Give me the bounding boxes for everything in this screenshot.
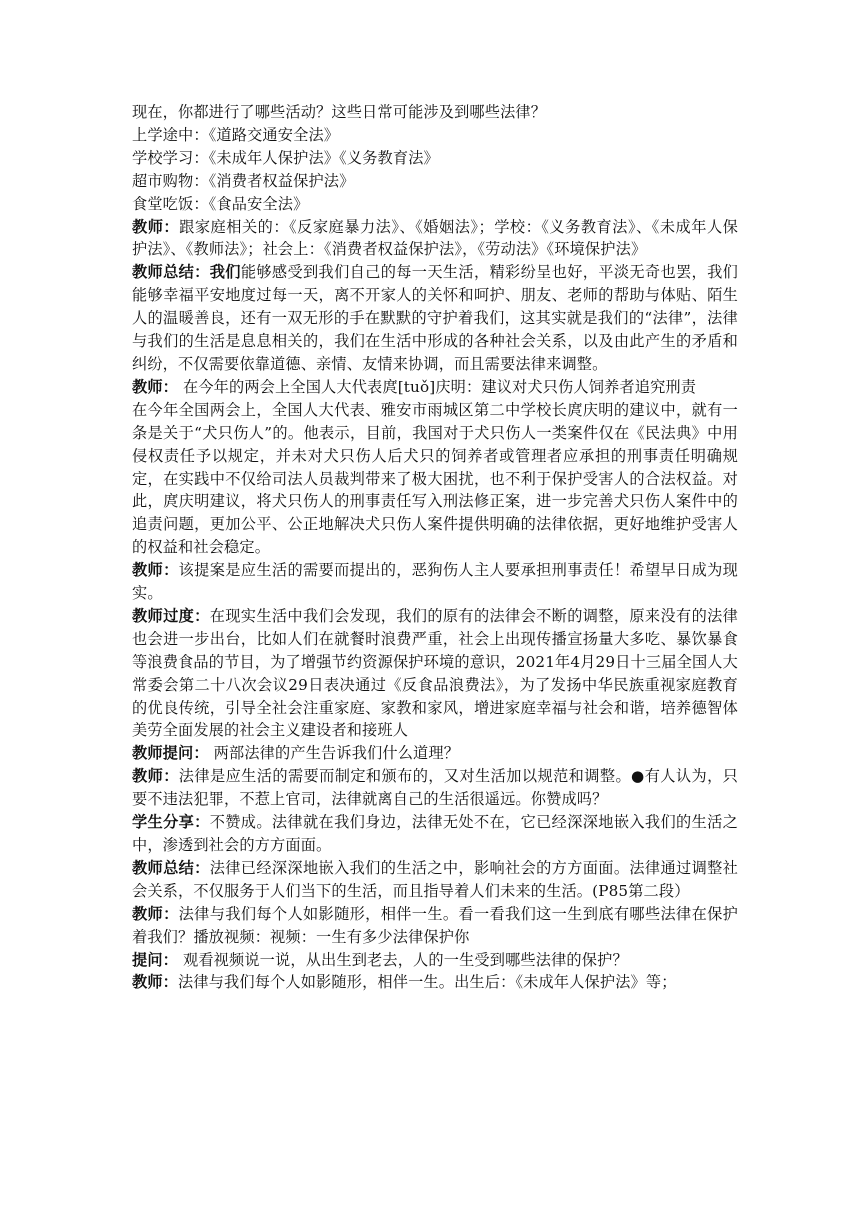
paragraph-text: 现在，你都进行了哪些活动？这些日常可能涉及到哪些法律？ xyxy=(132,103,547,121)
speaker-label: 教师总结： xyxy=(132,858,210,877)
paragraph-13 xyxy=(132,765,738,811)
paragraph-text: 在现实生活中我们会发现，我们的原有的法律会不断的调整，原来没有的法律也会进一步出台，比如人们在就餐时浪费严重，社会上出现传播宣扬量大多吃、暴饮暴食等浪费食品的节目，为了增强节约资源保护环境的意识，2021年4月29日十三届全国人大常委会第二十八次会议29日表决通过《反食品浪费法》，为了发扬中华民族重视家庭教育的优良传统，引导全社会注重家庭、家教和家风，增进家庭幸福与社会和谐，培养德智体美劳全面发展的社会主义建设者和接班人 xyxy=(132,606,738,740)
speaker-label: 教师总结：我们 xyxy=(132,263,241,282)
paragraph-text: 该提案是应生活的需要而提出的，恶狗伤人主人要承担刑事责任！希望早日成为现实。 xyxy=(132,561,739,603)
speaker-label: 教师： xyxy=(132,767,179,786)
speaker-label: 教师： xyxy=(132,973,179,992)
speaker-label: 教师过度： xyxy=(132,606,210,625)
paragraph-18 xyxy=(132,971,738,994)
speaker-label: 教师： xyxy=(132,904,179,923)
paragraph-text: 跟家庭相关的：《反家庭暴力法》、《婚姻法》；学校：《义务教育法》、《未成年人保护法》、《教师法》；社会上：《消费者权益保护法》，《劳动法》《环境保护法》 xyxy=(132,217,739,259)
paragraph-7 xyxy=(132,261,738,376)
speaker-label: 教师提问： xyxy=(132,744,209,763)
paragraph-text: 法律与我们每个人如影随形，相伴一生。出生后：《未成年人保护法》等； xyxy=(178,973,677,992)
paragraph-text: 法律与我们每个人如影随形，相伴一生。看一看我们这一生到底有哪些法律在保护着我们？播放视频：视频：一生有多少法律保护你 xyxy=(132,904,739,946)
paragraph-10 xyxy=(132,559,738,605)
paragraph-text: 食堂吃饭：《食品安全法》 xyxy=(132,194,309,213)
paragraph-3 xyxy=(132,147,738,170)
paragraph-text: 在今年全国两会上，全国人大代表、雅安市雨城区第二中学校长庹庆明的建议中，就有一条是关于“犬只伤人”的。他表示，目前，我国对于犬只伤人一类案件仅在《民法典》中用侵权责任予以规定，并未对犬只伤人后犬只的饲养者或管理者应承担的刑事责任明确规定，在实践中不仅给司法人员裁判带来了极大困扰，也不利于保护受害人的合法权益。对此，庹庆明建议，将犬只伤人的刑事责任写入刑法修正案，进一步完善犬只伤人案件中的追责问题，更加公平、公正地解决犬只伤人案件提供明确的法律依据，更好地维护受害人的权益和社会稳定。 xyxy=(132,400,738,557)
paragraph-text: 法律是应生活的需要而制定和颁布的，又对生活加以规范和调整。●有人认为，只要不违法犯罪，不惹上官司，法律就离自己的生活很遥远。你赞成吗？ xyxy=(132,767,739,809)
paragraph-text: 上学途中：《道路交通安全法》 xyxy=(132,125,340,144)
paragraph-1 xyxy=(132,101,738,124)
paragraph-12 xyxy=(132,742,738,765)
speaker-label: 教师： xyxy=(132,377,179,396)
paragraph-9 xyxy=(132,399,738,559)
paragraph-text: 学校学习：《未成年人保护法》《义务教育法》 xyxy=(132,148,439,167)
paragraph-text: 在今年的两会上全国人大代表庹[tuǒ]庆明：建议对犬只伤人饲养者追究刑责 xyxy=(178,377,697,396)
speaker-label: 教师： xyxy=(132,217,180,236)
paragraph-text: 能够感受到我们自己的每一天生活，精彩纷呈也好，平淡无奇也罢，我们能够幸福平安地度过每一天，离不开家人的关怀和呵护、朋友、老师的帮助与体贴、陌生人的温暖善良，还有一双无形的手在默默的守护着我们，这其实就是我们的“法律”，法律与我们的生活是息息相关的，我们在生活中形成的各种社会关系，以及由此产生的矛盾和纠纷，不仅需要依靠道德、亲情、友情来协调，而且需要法律来调整。 xyxy=(132,263,738,373)
paragraph-8 xyxy=(132,376,738,399)
paragraph-text: 观看视频说一说，从出生到老去，人的一生受到哪些法律的保护？ xyxy=(178,950,628,969)
paragraph-5 xyxy=(132,193,738,216)
paragraph-text: 法律已经深深地嵌入我们的生活之中，影响社会的方方面面。法律通过调整社会关系，不仅服务于人们当下的生活，而且指导着人们未来的生活。(P85第二段） xyxy=(132,858,738,900)
paragraph-6 xyxy=(132,216,738,262)
paragraph-16 xyxy=(132,903,738,949)
speaker-label: 学生分享： xyxy=(132,813,210,832)
paragraph-14 xyxy=(132,811,738,857)
paragraph-2 xyxy=(132,124,738,147)
paragraph-text: 两部法律的产生告诉我们什么道理？ xyxy=(208,744,460,763)
paragraph-11 xyxy=(132,605,738,742)
paragraph-text: 超市购物：《消费者权益保护法》 xyxy=(132,171,355,190)
paragraph-text: 不赞成。法律就在我们身边，法律无处不在，它已经深深地嵌入我们的生活之中，渗透到社会的方方面面。 xyxy=(132,813,738,854)
paragraph-15 xyxy=(132,857,738,903)
speaker-label: 教师： xyxy=(132,561,179,580)
speaker-label: 提问： xyxy=(132,950,179,969)
paragraph-17 xyxy=(132,949,738,972)
paragraph-4 xyxy=(132,170,738,193)
